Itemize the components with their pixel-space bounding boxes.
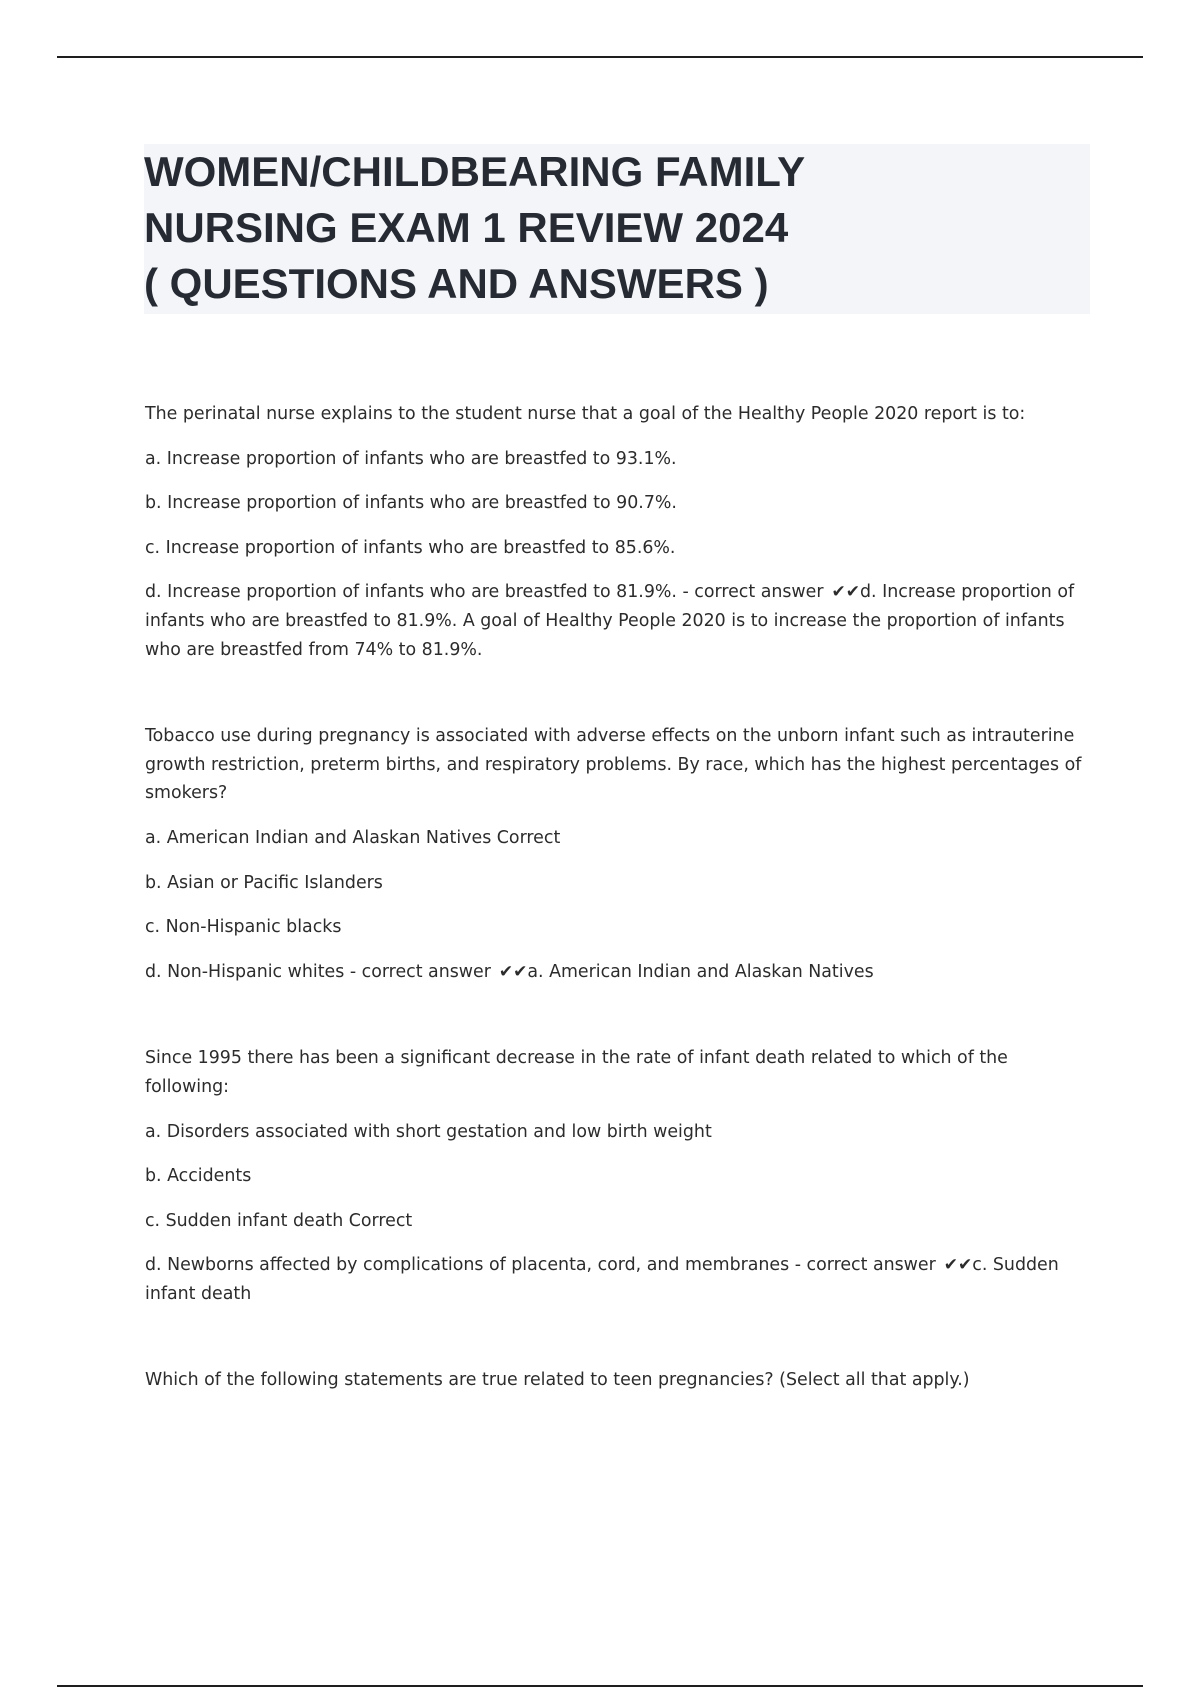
- question-text: Which of the following statements are true related to teen pregnancies? (Select all that apply.): [145, 1370, 970, 1391]
- option-b: b. Asian or Pacific Islanders: [145, 872, 383, 893]
- option-b: b. Increase proportion of infants who are breastfed to 90.7%.: [145, 493, 677, 514]
- correct-answer: c. Sudden infant death: [145, 1255, 1059, 1304]
- option-d: d. Non-Hispanic whites - correct answer: [145, 961, 491, 982]
- title-line-1: WOMEN/CHILDBEARING FAMILY: [144, 148, 806, 195]
- option-a: a. Disorders associated with short gestation and low birth weight: [145, 1121, 712, 1142]
- checkmark-icon: ✔✔: [943, 1255, 973, 1276]
- option-c: c. Non-Hispanic blacks: [145, 917, 342, 938]
- question-text: Since 1995 there has been a significant decrease in the rate of infant death related to which of the following:: [145, 1048, 1008, 1097]
- option-d: d. Newborns affected by complications of placenta, cord, and membranes - correct answer: [145, 1255, 936, 1276]
- option-c: c. Sudden infant death Correct: [145, 1210, 413, 1231]
- bottom-rule: [57, 1685, 1143, 1687]
- question-2: [145, 722, 1095, 986]
- document-title: [144, 144, 1090, 314]
- checkmark-icon: ✔✔: [498, 961, 528, 982]
- option-a: a. American Indian and Alaskan Natives Correct: [145, 827, 561, 848]
- question-4: [145, 1366, 1095, 1395]
- title-line-3: ( QUESTIONS AND ANSWERS ): [144, 260, 769, 307]
- question-1: [145, 400, 1095, 664]
- option-a: a. Increase proportion of infants who are breastfed to 93.1%.: [145, 448, 677, 469]
- correct-answer: d. Increase proportion of infants who are breastfed to 81.9%. A goal of Healthy People 2020 is to increase the proportion of infants who are breastfed from 74% to 81.9%.: [145, 582, 1075, 660]
- option-b: b. Accidents: [145, 1166, 252, 1187]
- question-list: [145, 400, 1095, 1411]
- option-d-with-answer: [145, 958, 1095, 987]
- option-d-with-answer: [145, 1251, 1095, 1308]
- top-rule: [57, 56, 1143, 58]
- option-d: d. Increase proportion of infants who are breastfed to 81.9%. - correct answer: [145, 582, 824, 603]
- question-text: Tobacco use during pregnancy is associated with adverse effects on the unborn infant such as intrauterine growth restriction, preterm births, and respiratory problems. By race, which has the highest percentages of smokers?: [145, 726, 1082, 804]
- title-line-2: NURSING EXAM 1 REVIEW 2024: [144, 204, 789, 251]
- correct-answer: a. American Indian and Alaskan Natives: [527, 961, 874, 982]
- option-c: c. Increase proportion of infants who are breastfed to 85.6%.: [145, 537, 676, 558]
- question-3: [145, 1044, 1095, 1308]
- option-d-with-answer: [145, 578, 1095, 664]
- question-text: The perinatal nurse explains to the student nurse that a goal of the Healthy People 2020 report is to:: [145, 404, 1026, 424]
- checkmark-icon: ✔✔: [831, 582, 861, 603]
